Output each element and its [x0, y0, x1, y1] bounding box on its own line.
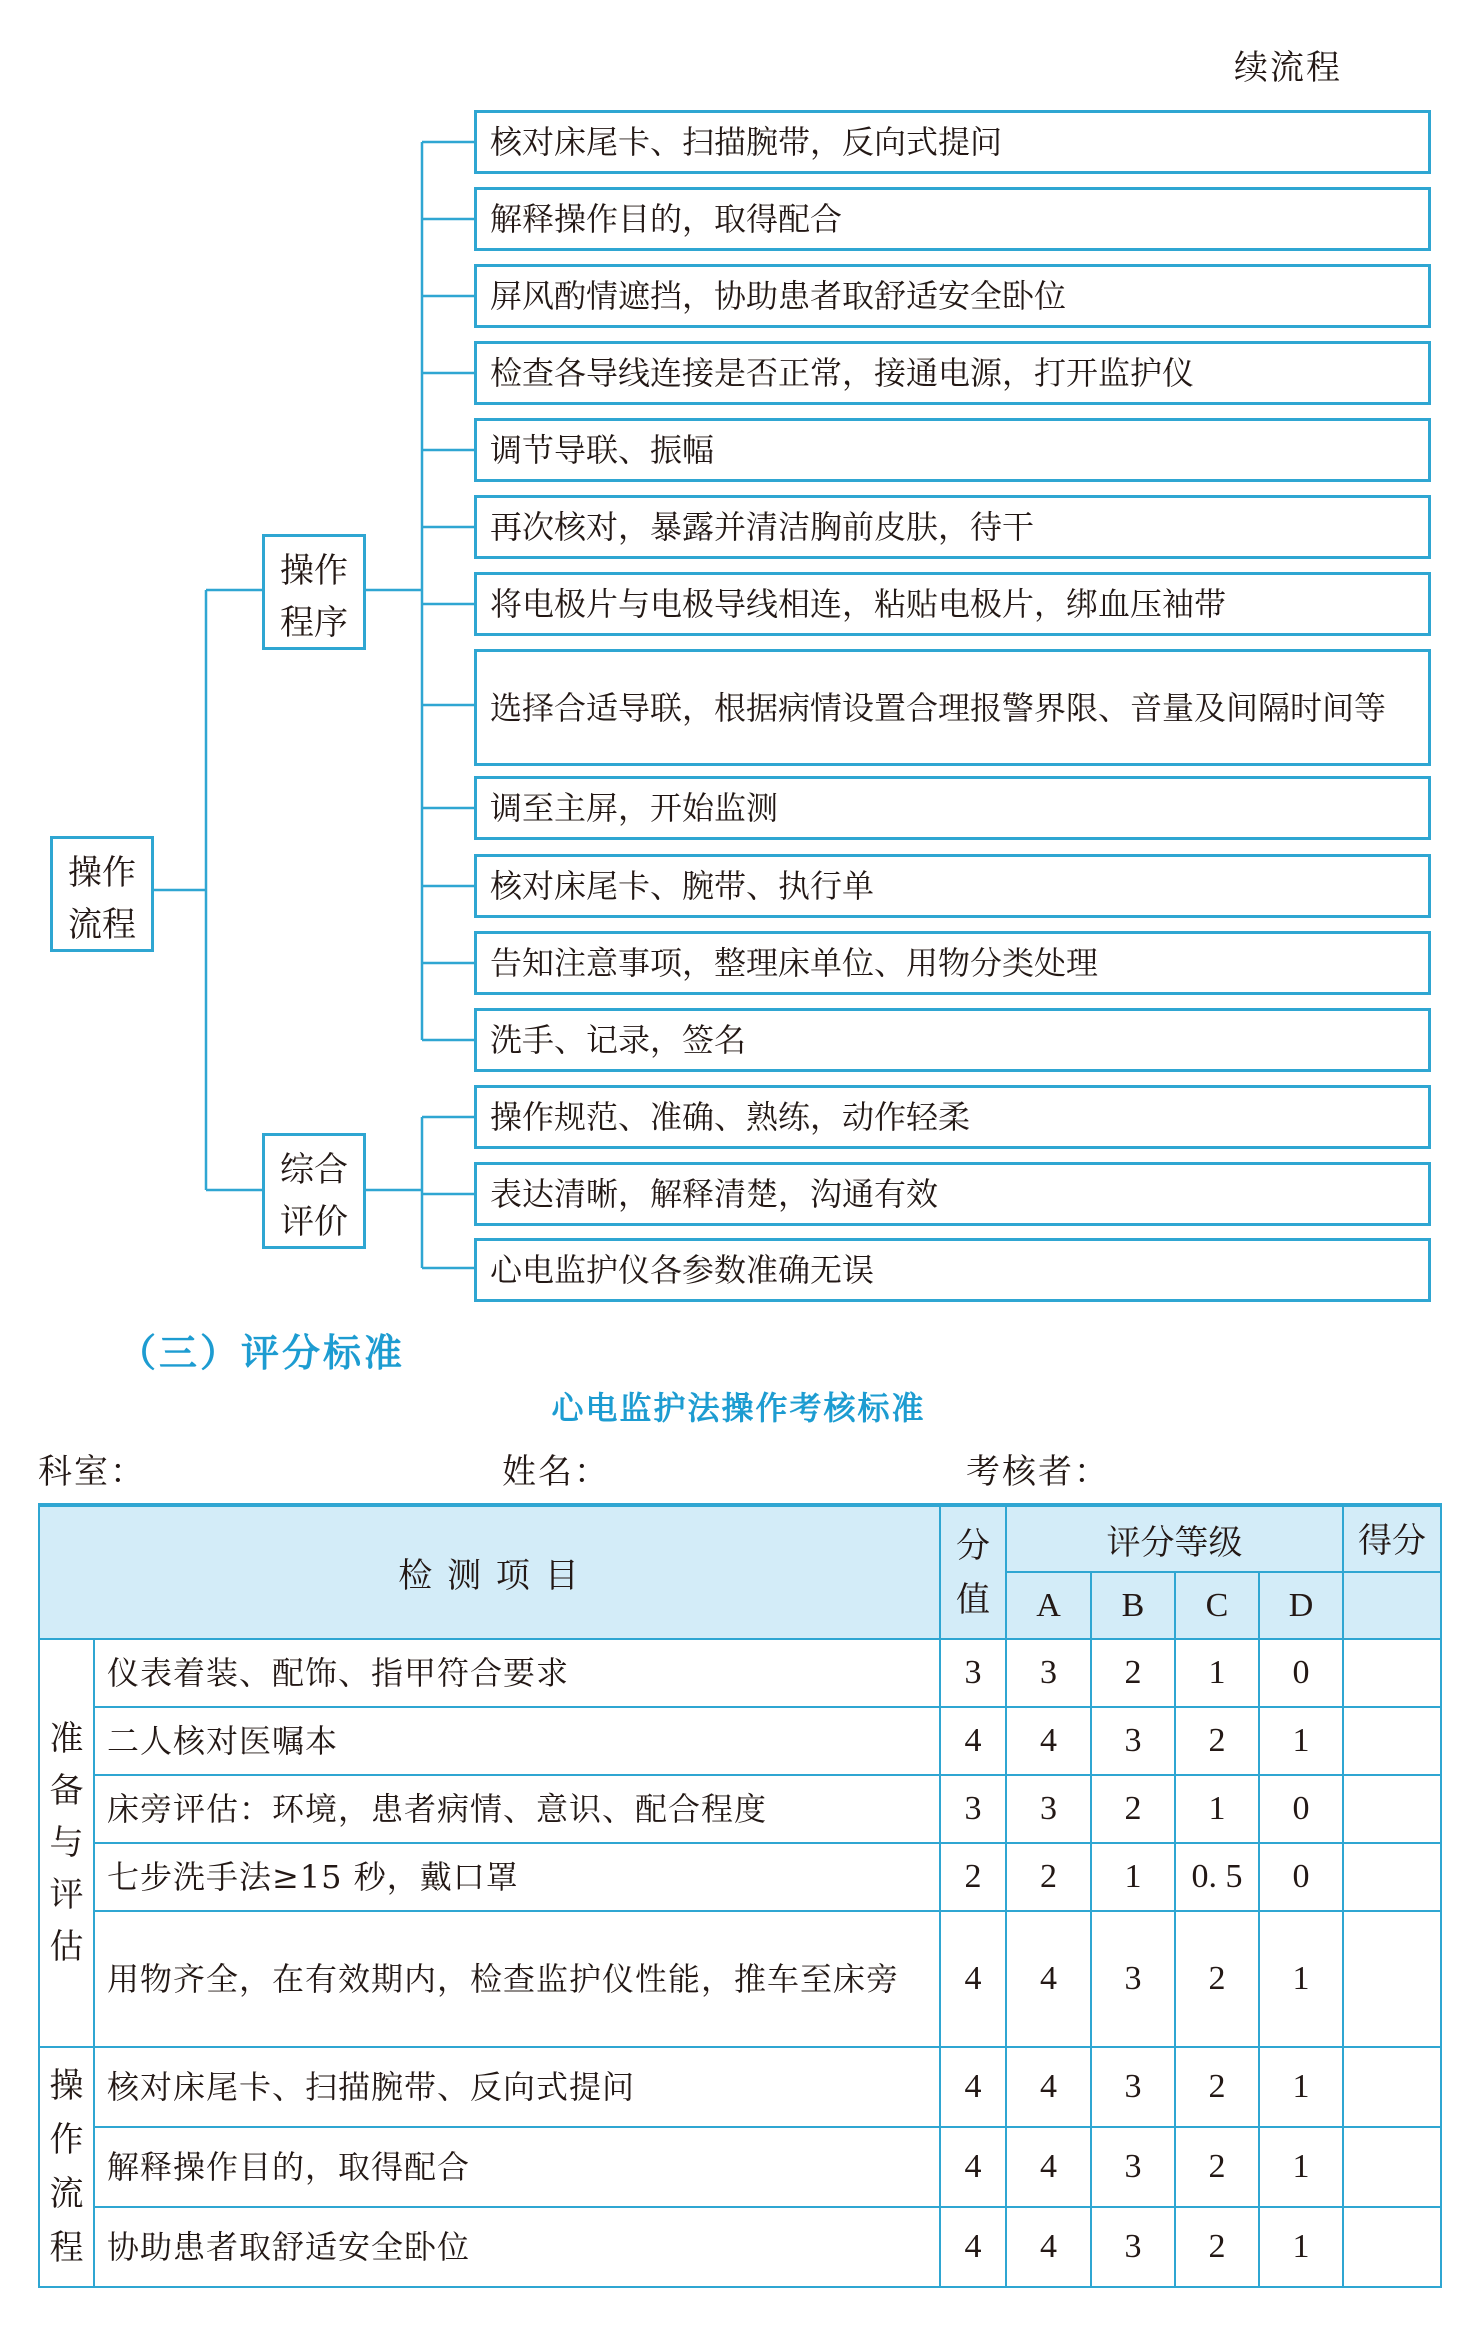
- grade-d-cell: 0: [1259, 1843, 1343, 1911]
- flow-branch-node-procedure: [262, 534, 366, 650]
- item-cell: 核对床尾卡、扫描腕带、反向式提问: [94, 2047, 940, 2127]
- grade-b-cell: 3: [1091, 2047, 1175, 2127]
- score-cell[interactable]: [1343, 2127, 1441, 2207]
- header-grade-text: 评分等级: [1106, 1522, 1243, 1563]
- header-score: [1343, 1505, 1441, 1572]
- flow-root-node: [50, 836, 154, 952]
- score-cell[interactable]: [1343, 2047, 1441, 2127]
- grade-c-cell: 1: [1175, 1639, 1259, 1707]
- header-grade-d: D: [1259, 1572, 1343, 1639]
- table-row: [39, 1911, 1441, 2047]
- grade-a-cell: 2: [1006, 1843, 1091, 1911]
- item-cell: 仪表着装、配饰、指甲符合要求: [94, 1639, 940, 1707]
- grade-d-cell: 0: [1259, 1775, 1343, 1843]
- grade-b-cell: 2: [1091, 1775, 1175, 1843]
- grade-c-cell: 2: [1175, 1707, 1259, 1775]
- header-grade-c: C: [1175, 1572, 1259, 1639]
- flow-step-text: 解释操作目的，取得配合: [490, 200, 843, 238]
- flow-step: [474, 1085, 1431, 1149]
- flow-step: [474, 572, 1431, 636]
- flow-step-text: 屏风酌情遮挡，协助患者取舒适安全卧位: [490, 277, 1067, 315]
- grade-a-cell: 4: [1006, 2207, 1091, 2287]
- header-grade-b: B: [1091, 1572, 1175, 1639]
- table-title: 心电监护法操作考核标准: [551, 1389, 926, 1427]
- flow-step: [474, 495, 1431, 559]
- category-label: 准备与评估: [49, 1719, 84, 1967]
- flow-step: [474, 649, 1431, 766]
- grade-b-cell: 2: [1091, 1639, 1175, 1707]
- grade-c-cell: 2: [1175, 2127, 1259, 2207]
- grade-b-cell: 1: [1091, 1843, 1175, 1911]
- flow-step: [474, 1162, 1431, 1226]
- grade-c-cell: 2: [1175, 2207, 1259, 2287]
- flow-root-label: 操作流程: [68, 853, 136, 945]
- flow-step-text: 核对床尾卡、腕带、执行单: [490, 867, 875, 905]
- table-row: [39, 1843, 1441, 1911]
- grade-a-cell: 4: [1006, 1707, 1091, 1775]
- grade-c-cell: 2: [1175, 2047, 1259, 2127]
- points-cell: 2: [940, 1843, 1006, 1911]
- flow-step: [474, 187, 1431, 251]
- grade-b-cell: 3: [1091, 2207, 1175, 2287]
- points-cell: 4: [940, 2047, 1006, 2127]
- category-cell: [39, 2047, 94, 2287]
- score-cell[interactable]: [1343, 1843, 1441, 1911]
- item-cell: 用物齐全，在有效期内，检查监护仪性能，推车至床旁: [94, 1911, 940, 2047]
- grade-c-cell: 1: [1175, 1775, 1259, 1843]
- grade-a-cell: 4: [1006, 2127, 1091, 2207]
- score-cell[interactable]: [1343, 1639, 1441, 1707]
- grade-b-cell: 3: [1091, 1911, 1175, 2047]
- flow-step: [474, 264, 1431, 328]
- flow-step: [474, 1008, 1431, 1072]
- item-cell: 协助患者取舒适安全卧位: [94, 2207, 940, 2287]
- points-cell: 4: [940, 1707, 1006, 1775]
- table-row: [39, 2207, 1441, 2287]
- points-cell: 4: [940, 2127, 1006, 2207]
- flow-step: [474, 931, 1431, 995]
- grade-d-cell: 1: [1259, 2127, 1343, 2207]
- score-cell[interactable]: [1343, 1911, 1441, 2047]
- flow-step: [474, 418, 1431, 482]
- table-row: [39, 1775, 1441, 1843]
- grade-a-cell: 4: [1006, 1911, 1091, 2047]
- item-cell: 二人核对医嘱本: [94, 1707, 940, 1775]
- flow-step-text: 表达清晰，解释清楚，沟通有效: [490, 1175, 939, 1213]
- continuation-label: 续流程: [1234, 48, 1342, 88]
- grade-d-cell: 1: [1259, 1707, 1343, 1775]
- header-grade: [1006, 1505, 1343, 1572]
- item-cell: 床旁评估：环境，患者病情、意识、配合程度: [94, 1775, 940, 1843]
- flow-step-text: 将电极片与电极导线相连，粘贴电极片，绑血压袖带: [490, 585, 1227, 623]
- table-row: [39, 1639, 1441, 1707]
- grade-b-cell: 3: [1091, 1707, 1175, 1775]
- flow-step-text: 洗手、记录，签名: [490, 1021, 747, 1059]
- flow-step-text: 心电监护仪各参数准确无误: [490, 1251, 875, 1289]
- header-points-text: 分值: [956, 1525, 990, 1620]
- category-label: 操作流程: [49, 2066, 84, 2268]
- flow-step-text: 告知注意事项，整理床单位、用物分类处理: [490, 944, 1099, 982]
- category-cell: [39, 1639, 94, 2047]
- flow-step-text: 检查各导线连接是否正常，接通电源，打开监护仪: [490, 354, 1195, 392]
- flow-step-text: 选择合适导联，根据病情设置合理报警界限、音量及间隔时间等: [490, 688, 1387, 727]
- points-cell: 4: [940, 2207, 1006, 2287]
- header-points: [940, 1505, 1006, 1639]
- points-cell: 3: [940, 1639, 1006, 1707]
- flow-step-text: 调节导联、振幅: [490, 431, 715, 469]
- grade-d-cell: 0: [1259, 1639, 1343, 1707]
- points-cell: 4: [940, 1911, 1006, 2047]
- item-cell: 解释操作目的，取得配合: [94, 2127, 940, 2207]
- table-row: [39, 2047, 1441, 2127]
- header-score-text: 得分: [1358, 1521, 1426, 1561]
- flow-step: [474, 341, 1431, 405]
- header-score-blank: [1343, 1572, 1441, 1639]
- grade-c-cell: 2: [1175, 1911, 1259, 2047]
- flow-branch-node-evaluation: [262, 1133, 366, 1249]
- name-label: 姓名：: [502, 1452, 610, 1492]
- flow-step: [474, 110, 1431, 174]
- score-table: [38, 1503, 1442, 2288]
- flow-step: [474, 854, 1431, 918]
- header-grade-a: A: [1006, 1572, 1091, 1639]
- flow-branch-label: 综合评价: [280, 1150, 348, 1242]
- score-cell[interactable]: [1343, 2207, 1441, 2287]
- flow-step: [474, 776, 1431, 840]
- score-cell[interactable]: [1343, 1775, 1441, 1843]
- section-heading: （三）评分标准: [118, 1331, 406, 1375]
- item-cell: 七步洗手法≥15 秒，戴口罩: [94, 1843, 940, 1911]
- department-label: 科室：: [38, 1452, 146, 1492]
- header-item: [39, 1505, 940, 1639]
- flow-step-text: 核对床尾卡、扫描腕带，反向式提问: [490, 123, 1003, 161]
- flow-step-text: 再次核对，暴露并清洁胸前皮肤，待干: [490, 508, 1035, 546]
- grade-a-cell: 3: [1006, 1639, 1091, 1707]
- score-cell[interactable]: [1343, 1707, 1441, 1775]
- flow-step-text: 操作规范、准确、熟练，动作轻柔: [490, 1098, 971, 1136]
- table-row: [39, 2127, 1441, 2207]
- grade-d-cell: 1: [1259, 2047, 1343, 2127]
- flow-branch-label: 操作程序: [280, 551, 348, 643]
- grade-a-cell: 4: [1006, 2047, 1091, 2127]
- grade-a-cell: 3: [1006, 1775, 1091, 1843]
- flow-step-text: 调至主屏，开始监测: [490, 789, 779, 827]
- grade-d-cell: 1: [1259, 1911, 1343, 2047]
- table-row: [39, 1707, 1441, 1775]
- header-item-text: 检 测 项 目: [398, 1556, 581, 1596]
- grade-b-cell: 3: [1091, 2127, 1175, 2207]
- grade-d-cell: 1: [1259, 2207, 1343, 2287]
- grade-c-cell: 0. 5: [1175, 1843, 1259, 1911]
- flow-step: [474, 1238, 1431, 1302]
- points-cell: 3: [940, 1775, 1006, 1843]
- examiner-label: 考核者：: [966, 1452, 1110, 1492]
